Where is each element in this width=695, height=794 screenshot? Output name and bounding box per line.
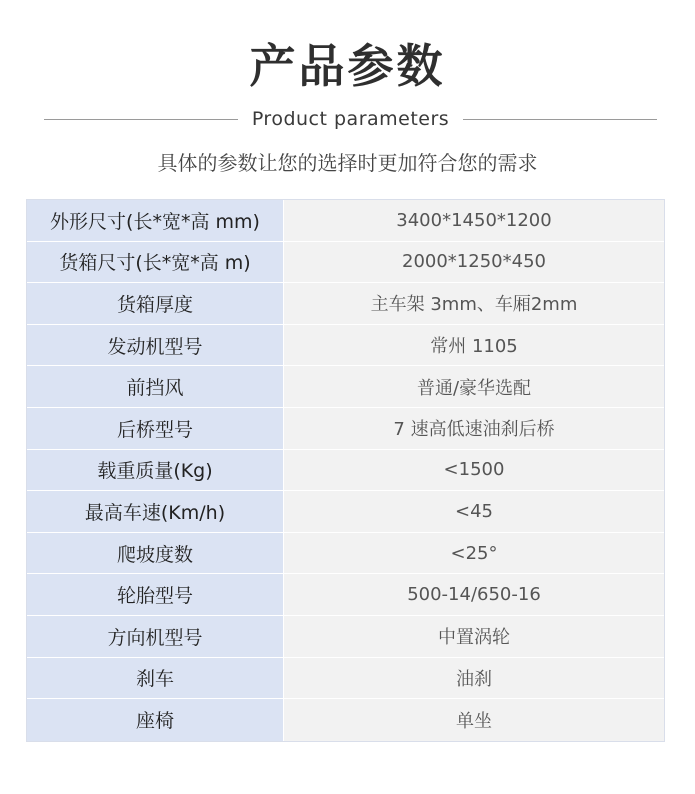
table-row: [27, 699, 664, 741]
table-row: [27, 491, 664, 533]
spec-value: 单坐: [283, 699, 664, 741]
table-row: [27, 533, 664, 575]
table-row: [27, 658, 664, 700]
spec-value: 3400*1450*1200: [283, 200, 664, 241]
table-row: [27, 200, 664, 242]
table-row: [27, 366, 664, 408]
spec-value: 500-14/650-16: [283, 574, 664, 615]
spec-label: 货箱厚度: [27, 283, 283, 324]
spec-label: 载重质量(Kg): [27, 450, 283, 491]
subtitle-divider-left: [44, 119, 238, 120]
spec-label: 外形尺寸(长*宽*高 mm): [27, 200, 283, 241]
spec-label: 刹车: [27, 658, 283, 699]
spec-value: 2000*1250*450: [283, 242, 664, 283]
spec-label: 爬坡度数: [27, 533, 283, 574]
table-row: [27, 408, 664, 450]
subtitle-divider-right: [463, 119, 657, 120]
table-row: [27, 283, 664, 325]
table-row: [27, 616, 664, 658]
table-row: [27, 325, 664, 367]
spec-value: 普通/豪华选配: [283, 366, 664, 407]
spec-value: 常州 1105: [283, 325, 664, 366]
page-title: 产品参数: [249, 39, 446, 93]
spec-label: 最高车速(Km/h): [27, 491, 283, 532]
spec-value: <25°: [283, 533, 664, 574]
spec-value: 中置涡轮: [283, 616, 664, 657]
tagline: 具体的参数让您的选择时更加符合您的需求: [157, 151, 538, 175]
spec-label: 方向机型号: [27, 616, 283, 657]
spec-value: <1500: [283, 450, 664, 491]
spec-value: 油刹: [283, 658, 664, 699]
spec-value: <45: [283, 491, 664, 532]
table-row: [27, 242, 664, 284]
table-row: [27, 450, 664, 492]
spec-table: [26, 199, 665, 742]
subtitle: Product parameters: [251, 108, 450, 130]
spec-label: 货箱尺寸(长*宽*高 m): [27, 242, 283, 283]
spec-label: 座椅: [27, 699, 283, 741]
table-row: [27, 574, 664, 616]
spec-label: 后桥型号: [27, 408, 283, 449]
spec-label: 发动机型号: [27, 325, 283, 366]
subtitle-row: [44, 104, 657, 134]
spec-label: 轮胎型号: [27, 574, 283, 615]
spec-label: 前挡风: [27, 366, 283, 407]
spec-value: 7 速高低速油刹后桥: [283, 408, 664, 449]
spec-value: 主车架 3mm、车厢2mm: [283, 283, 664, 324]
